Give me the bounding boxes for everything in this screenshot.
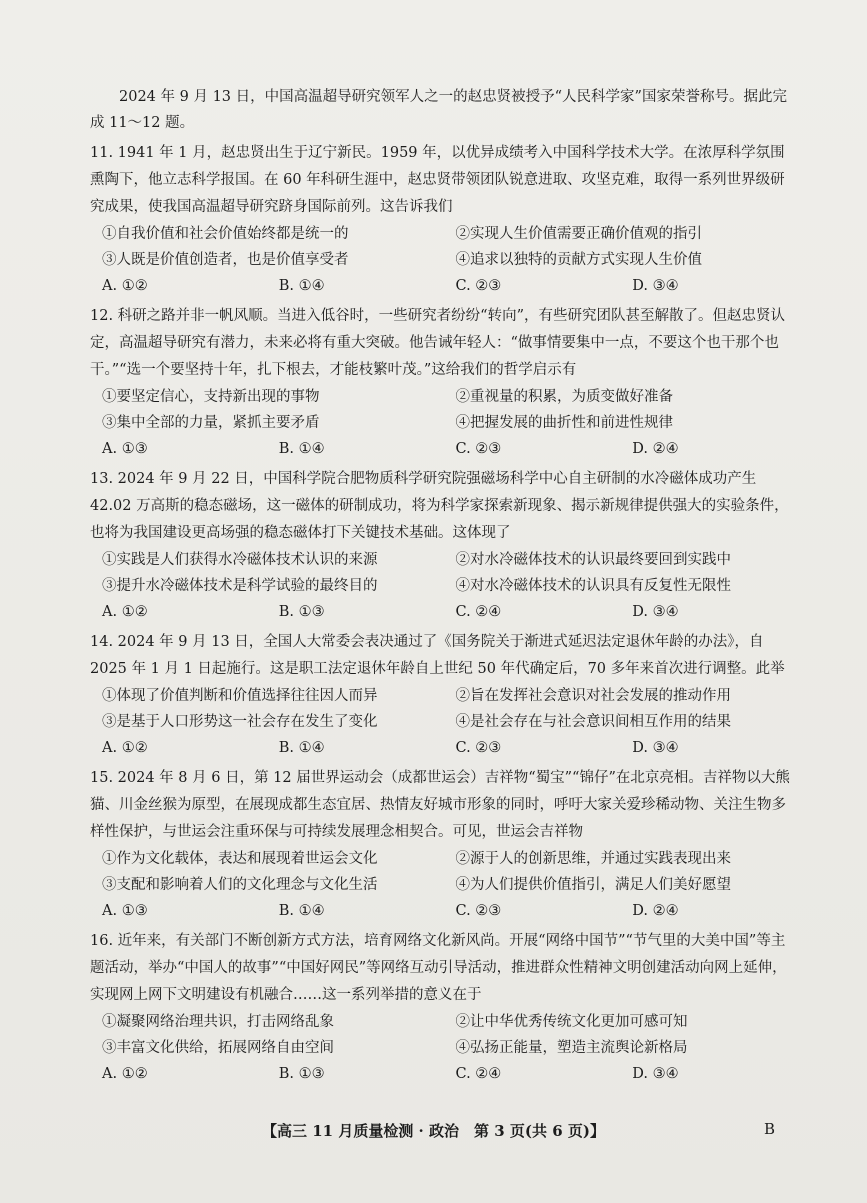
question-block	[90, 629, 797, 761]
statement-options	[90, 683, 797, 735]
question-stem: 16. 近年来，有关部门不断创新方式方法，培育网络文化新风尚。开展“网络中国节”“节气里的大美中国”等主题活动，举办“中国人的故事”“中国好网民”等网络互动引导活动，推进群众性精神文明创建活动向网上延伸，实现网上网下文明建设有机融合……这一系列举措的意义在于	[90, 933, 787, 1003]
question-stem: 14. 2024 年 9 月 13 日，全国人大常委会表决通过了《国务院关于渐进式延迟法定退休年龄的办法》，自 2025 年 1 月 1 日起施行。这是职工法定退休年龄自上世纪 50 年代确定后，70 多年来首次进行调整。此举	[90, 634, 785, 677]
statement-option: ②旨在发挥社会意识对社会发展的推动作用	[455, 688, 731, 704]
statement-option: ①体现了价值判断和价值选择往往因人而异	[102, 688, 378, 704]
statement-option: ③人既是价值创造者，也是价值享受者	[102, 252, 349, 268]
statement-options	[90, 384, 797, 436]
page-footer	[0, 1120, 867, 1141]
question-block	[90, 765, 797, 924]
answer-choice: A. ①③	[102, 903, 148, 919]
answer-choice: B. ①④	[278, 278, 325, 294]
statement-options	[90, 547, 797, 599]
statement-option: ①要坚定信心，支持新出现的事物	[102, 389, 320, 405]
answer-choice: D. ③④	[632, 1066, 679, 1082]
answer-choices	[90, 273, 797, 299]
statement-options	[90, 846, 797, 898]
statement-option: ③丰富文化供给，拓展网络自由空间	[102, 1040, 334, 1056]
statement-option: ②源于人的创新思维，并通过实践表现出来	[455, 851, 731, 867]
statement-options	[90, 1009, 797, 1061]
answer-choice: B. ①③	[278, 1066, 325, 1082]
footer-text: 【高三 11 月质量检测 · 政治 第 3 页(共 6 页)】	[262, 1122, 605, 1140]
answer-choice: A. ①②	[102, 604, 148, 620]
question-stem: 11. 1941 年 1 月，赵忠贤出生于辽宁新民。1959 年，以优异成绩考入中国科学技术大学。在浓厚科学氛围熏陶下，他立志科学报国。在 60 年科研生涯中，赵忠贤带领团队锐意进取、攻坚克难，取得一系列世界级研究成果，使我国高温超导研究跻身国际前列。这告诉我们	[90, 145, 785, 215]
statement-option: ④追求以独特的贡献方式实现人生价值	[455, 252, 702, 268]
answer-choice: A. ①②	[102, 740, 148, 756]
answer-choice: C. ②④	[455, 604, 502, 620]
statement-option: ①自我价值和社会价值始终都是统一的	[102, 226, 349, 242]
answer-choice: B. ①④	[278, 740, 325, 756]
statement-option: ②实现人生价值需要正确价值观的指引	[455, 226, 702, 242]
answer-choice: D. ③④	[632, 278, 679, 294]
statement-option: ③提升水冷磁体技术是科学试验的最终目的	[102, 578, 378, 594]
question-list	[90, 140, 797, 1087]
answer-choice: A. ①②	[102, 1066, 148, 1082]
answer-choice: C. ②③	[455, 278, 502, 294]
answer-choice: D. ②④	[632, 903, 679, 919]
question-block	[90, 466, 797, 625]
answer-choice: D. ③④	[632, 604, 679, 620]
statement-option: ④弘扬正能量，塑造主流舆论新格局	[455, 1040, 688, 1056]
statement-option: ②让中华优秀传统文化更加可感可知	[455, 1014, 688, 1030]
statement-option: ①凝聚网络治理共识，打击网络乱象	[102, 1014, 334, 1030]
question-block	[90, 140, 797, 299]
question-block	[90, 928, 797, 1087]
statement-option: ③支配和影响着人们的文化理念与文化生活	[102, 877, 378, 893]
answer-choices	[90, 599, 797, 625]
answer-choice: C. ②③	[455, 903, 502, 919]
answer-choice: A. ①③	[102, 441, 148, 457]
statement-option: ②重视量的积累，为质变做好准备	[455, 389, 673, 405]
answer-choice: B. ①④	[278, 903, 325, 919]
answer-choices	[90, 735, 797, 761]
answer-choice: A. ①②	[102, 278, 148, 294]
answer-choices	[90, 1061, 797, 1087]
intro-paragraph: 2024 年 9 月 13 日，中国高温超导研究领军人之一的赵忠贤被授予“人民科学家”国家荣誉称号。据此完成 11～12 题。	[90, 89, 787, 131]
question-stem: 12. 科研之路并非一帆风顺。当进入低谷时，一些研究者纷纷“转向”，有些研究团队甚至解散了。但赵忠贤认定，高温超导研究有潜力，未来必将有重大突破。他告诫年轻人：“做事情要集中一点，不要这个也干那个也干。”“选一个要坚持十年，扎下根去，才能枝繁叶茂。”这给我们的哲学启示有	[90, 308, 785, 378]
paper-version: B	[763, 1120, 775, 1138]
question-stem: 13. 2024 年 9 月 22 日，中国科学院合肥物质科学研究院强磁场科学中心自主研制的水冷磁体成功产生 42.02 万高斯的稳态磁场，这一磁体的研制成功，将为科学家探索新现象、揭示新规律提供强大的实验条件，也将为我国建设更高场强的稳态磁体打下关键技术基础。这体现了	[90, 471, 789, 541]
statement-option: ③是基于人口形势这一社会存在发生了变化	[102, 714, 378, 730]
answer-choice: D. ③④	[632, 740, 679, 756]
statement-option: ①作为文化载体，表达和展现着世运会文化	[102, 851, 378, 867]
answer-choices	[90, 898, 797, 924]
statement-option: ④为人们提供价值指引，满足人们美好愿望	[455, 877, 731, 893]
answer-choice: B. ①③	[278, 604, 325, 620]
answer-choice: C. ②③	[455, 441, 502, 457]
answer-choices	[90, 436, 797, 462]
answer-choice: B. ①④	[278, 441, 325, 457]
answer-choice: C. ②④	[455, 1066, 502, 1082]
question-stem: 15. 2024 年 8 月 6 日，第 12 届世界运动会（成都世运会）吉祥物“蜀宝”“锦仔”在北京亮相。吉祥物以大熊猫、川金丝猴为原型，在展现成都生态宜居、热情友好城市形象的同时，呼吁大家关爱珍稀动物、关注生物多样性保护，与世运会注重环保与可持续发展理念相契合。可见，世运会吉祥物	[90, 770, 790, 840]
statement-options	[90, 221, 797, 273]
statement-option: ④是社会存在与社会意识间相互作用的结果	[455, 714, 731, 730]
question-block	[90, 303, 797, 462]
statement-option: ①实践是人们获得水冷磁体技术认识的来源	[102, 552, 378, 568]
statement-option: ③集中全部的力量，紧抓主要矛盾	[102, 415, 320, 431]
statement-option: ②对水冷磁体技术的认识最终要回到实践中	[455, 552, 731, 568]
answer-choice: C. ②③	[455, 740, 502, 756]
answer-choice: D. ②④	[632, 441, 679, 457]
statement-option: ④把握发展的曲折性和前进性规律	[455, 415, 673, 431]
statement-option: ④对水冷磁体技术的认识具有反复性无限性	[455, 578, 731, 594]
